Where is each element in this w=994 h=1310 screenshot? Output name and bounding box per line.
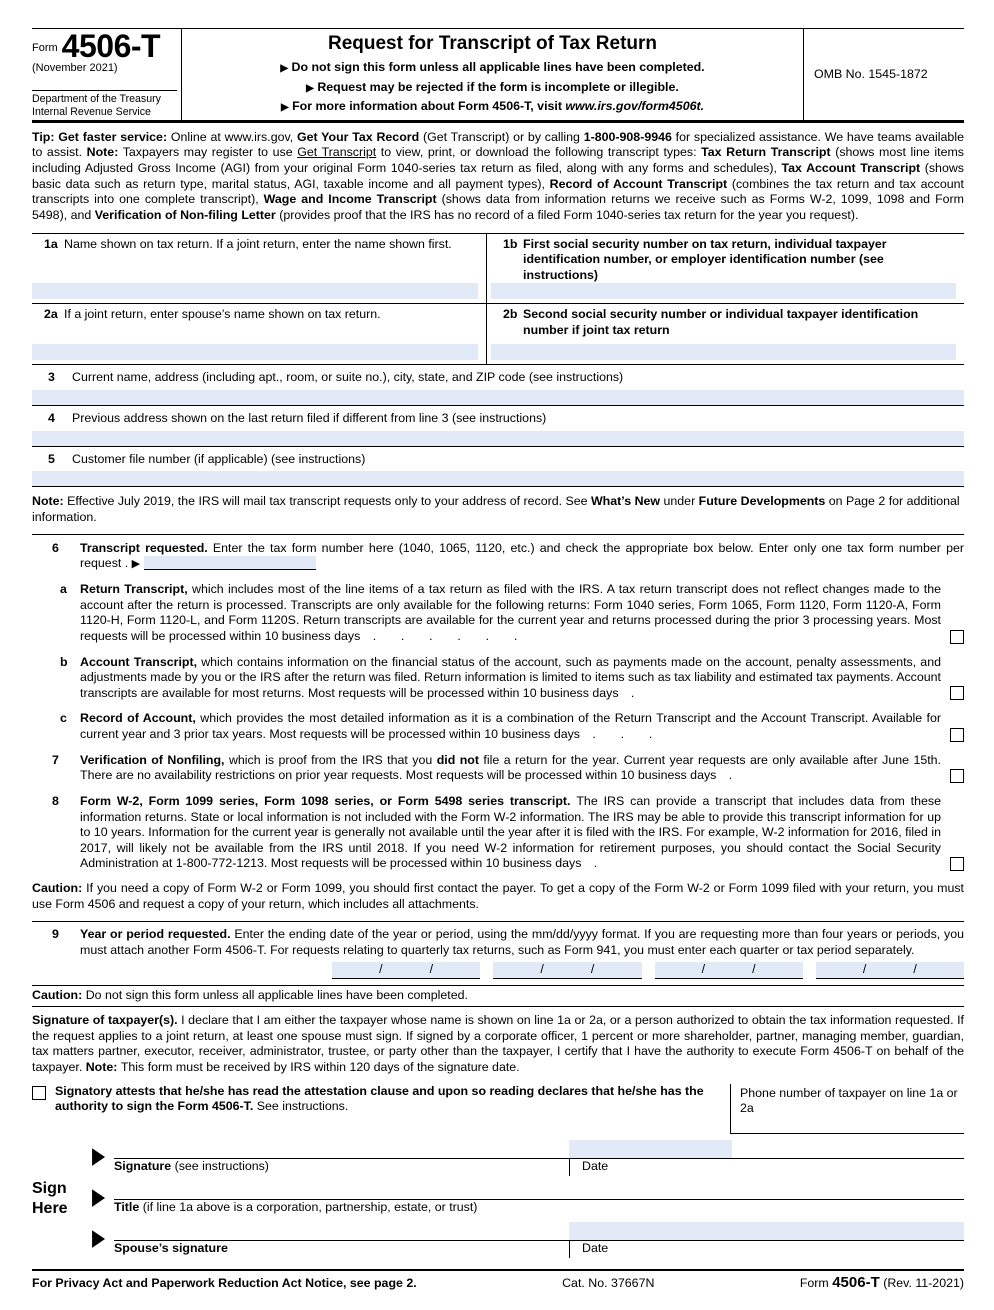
record-of-account-checkbox[interactable] (950, 728, 964, 742)
header-bullet-3-text: For more information about Form 4506-T, visit www.irs.gov/form4506t. (292, 99, 705, 114)
slash: / (913, 961, 917, 976)
footer-form-rev: (Rev. 11-2021) (883, 1275, 964, 1290)
form-header (32, 28, 964, 123)
title-label: Title (if line 1a above is a corporation, partnership, estate, or trust) (114, 1199, 478, 1214)
verification-of-nonfiling-checkbox[interactable] (950, 769, 964, 783)
line-8 (32, 794, 964, 872)
header-bullet-3 (190, 99, 795, 115)
taxpayer-name-field[interactable] (32, 283, 478, 299)
title-arrow-icon: ▶ (92, 1183, 106, 1210)
arrow-icon: ▶ (280, 102, 289, 114)
spouse-date-field[interactable] (569, 1222, 964, 1240)
form-title-block (182, 29, 804, 120)
sign-here-label (32, 1138, 94, 1261)
line-6c-text: Record of Account, which provides the most detailed information as it is a combination of the Return Transcript and the Account Transcript. Available for current year and 3 prior tax years. Most requests will be processed within 10 business days . . . (80, 711, 941, 742)
w2-caution: Caution: If you need a copy of Form W-2 or Form 1099, you should first contact the payer. To get a copy of the Form W-2 or Form 1099 filed with your return, you must use Form 4506 and request a copy of your return, which includes all attachments. (32, 881, 964, 911)
arrow-icon: ▶ (306, 82, 314, 94)
spouse-signature-label: Spouse’s signature (114, 1240, 228, 1255)
attestation-row (32, 1084, 964, 1134)
footer-form-id (800, 1274, 964, 1293)
line-6-number: 6 (52, 540, 59, 555)
line-2a-label: If a joint return, enter spouse’s name shown on tax return. (64, 307, 381, 322)
form-number: 4506-T (61, 28, 161, 64)
line-3 (32, 365, 964, 406)
form-id-block (32, 29, 182, 120)
line-5-number: 5 (48, 451, 55, 466)
year-period-field-3[interactable] (655, 962, 803, 979)
line-3-label: Current name, address (including apt., room, or suite no.), city, state, and ZIP code (see instructions) (72, 370, 624, 385)
customer-file-number-field[interactable] (32, 471, 964, 486)
line-5 (32, 447, 964, 488)
arrow-icon: ▶ (280, 62, 289, 74)
line-6-text (80, 541, 964, 572)
slash: / (701, 961, 706, 976)
omb-number: OMB No. 1545-1872 (814, 66, 928, 81)
slash: / (752, 961, 756, 976)
line-6c (32, 711, 964, 742)
signatory-attestation-checkbox[interactable] (32, 1086, 46, 1100)
line-8-number: 8 (52, 793, 59, 808)
signature-label: Signature (see instructions) (114, 1158, 269, 1173)
line-2a-cell (32, 304, 487, 364)
spouse-date-label: Date (569, 1241, 964, 1258)
divider (32, 534, 964, 535)
signature-rows (94, 1138, 964, 1261)
account-transcript-checkbox[interactable] (950, 686, 964, 700)
line-7-number: 7 (52, 752, 59, 767)
line-7 (32, 753, 964, 784)
line-1a-cell (32, 234, 487, 304)
line-3-number: 3 (48, 370, 55, 385)
title-row (94, 1179, 964, 1217)
table-row (32, 234, 964, 305)
line-6b (32, 655, 964, 702)
signature-statement: Signature of taxpayer(s). I declare that I am either the taxpayer whose name is shown on line 1a or 2a, or a person authorized to obtain the tax information requested. If the request applies to a joint return, at least one spouse must sign. If signed by a corporate officer, 1 percent or more shareholder, partner, managing member, guardian, tax matters partner, executor, receiver, administrator, trustee, or party other than the taxpayer, I certify that I have the authority to execute Form 4506-T on behalf of the taxpayer. Note: This form must be received by IRS within 120 days of the signature date. (32, 1013, 964, 1075)
first-ssn-field[interactable] (491, 283, 956, 299)
privacy-act-notice: For Privacy Act and Paperwork Reduction Act Notice, see page 2. (32, 1275, 417, 1290)
line-4-number: 4 (48, 411, 55, 426)
here-word: Here (32, 1200, 68, 1218)
signature-field[interactable] (114, 1138, 964, 1159)
header-bullet-1 (190, 60, 795, 76)
line-6b-text: Account Transcript, which contains information on the financial status of the account, such as payments made on the account, penalty assessments, and adjustments made by you or the IRS after the return was filed. Return information is limited to items such as tax liability and estimated tax payments. Account transcripts are available for most returns. Most requests will be processed within 10 business days . (80, 654, 941, 700)
year-period-field-1[interactable] (332, 962, 480, 979)
year-period-field-4[interactable] (816, 962, 964, 979)
previous-address-field[interactable] (32, 431, 964, 446)
name-ssn-table (32, 233, 964, 366)
line-6a-letter: a (60, 582, 67, 597)
form-revision: (November 2021) (32, 62, 118, 75)
line-6a (32, 582, 964, 645)
tax-form-number-field[interactable] (144, 556, 316, 570)
line-1a-number: 1a (44, 236, 58, 251)
return-transcript-checkbox[interactable] (950, 630, 964, 644)
line-6a-text: Return Transcript, which includes most of the line items of a tax return as filed with the IRS. A tax return transcript does not reflect changes made to the account after the return is processed. Transcripts are only available for the following returns: Form 1040 series, Form 1065, Form 1120, Form 1120-A, Form 1120-H, Form 1120-L, and Form 1120S. Return transcripts are available for the current year and returns processed during the prior 3 processing years. Most requests will be processed within 10 business days . . . . . . (80, 582, 941, 643)
signature-arrow-icon: ▶ (92, 1142, 106, 1169)
line-5-label: Customer file number (if applicable) (see instructions) (72, 451, 366, 466)
form-word: Form (32, 41, 58, 54)
line-8-text: Form W-2, Form 1099 series, Form 1098 series, or Form 5498 series transcript. The IRS can provide a transcript that includes data from these information returns. State or local information is not included with the Form W-2 information. The IRS may be able to provide this transcript information for up to 10 years. Information for the current year is generally not available until the year after it is filed with the IRS. For example, W-2 information for 2016, filed in 2017, will likely not be available from the IRS until 2018. If you need W-2 information for retirement purposes, you should contact the Social Security Administration at 1-800-772-1213. Most requests will be processed within 10 business days . (80, 793, 941, 871)
line-2b-label: Second social security number or individual taxpayer identification number if joint tax return (523, 307, 919, 338)
line-7-text: Verification of Nonfiling, which is proof from the IRS that you did not file a return for the year. Current year requests are only available after June 15th. There are no availability restrictions on prior year requests. Most requests will be processed within 10 business days . (80, 752, 942, 783)
slash: / (379, 961, 383, 976)
tip-paragraph: Tip: Get faster service: Online at www.irs.gov, Get Your Tax Record (Get Transcript) or by calling 1-800-908-9946 for specialized assistance. We have teams available to assist. Note: Taxpayers may register to use Get Transcript to view, print, or download the following transcript types: Tax Return Transcript (shows most line items including Adjusted Gross Income (AGI) from your original Form 1040-series tax return as filed, along with any forms and schedules), Tax Account Transcript (shows basic data such as return type, marital status, AGI, taxable income and all payment types), Record of Account Transcript (combines the tax return and tax account transcripts into one complete transcript), Wage and Income Transcript (shows data from information returns we receive such as Forms W-2, 1099, 1098 and Form 5498), and Verification of Non-filing Letter (provides proof that the IRS has no record of a filed Form 1040-series tax return for the year you request). (32, 129, 964, 222)
line-4 (32, 406, 964, 447)
phone-number-box[interactable] (730, 1084, 964, 1134)
line-1a-label: Name shown on tax return. If a joint return, enter the name shown first. (64, 236, 452, 251)
year-period-field-2[interactable] (493, 962, 641, 979)
line-9-text: Year or period requested. Enter the ending date of the year or period, using the mm/dd/yyyy format. If you are requesting more than four years or periods, you must attach another Form 4506-T. For requests relating to quarterly tax returns, such as Form 941, you must enter each quarter or tax period separately. (80, 927, 964, 957)
line-9-number: 9 (52, 927, 59, 942)
footer-form-word: Form (799, 1275, 829, 1290)
department-block (32, 90, 177, 117)
do-not-sign-caution: Caution: Do not sign this form unless all applicable lines have been completed. (32, 985, 964, 1008)
slash: / (590, 961, 595, 976)
address-of-record-note: Note: Effective July 2019, the IRS will mail tax transcript requests only to your address of record. See What’s New under Future Developments on Page 2 for additional information. (32, 494, 960, 524)
page-title: Request for Transcript of Tax Return (327, 33, 658, 54)
line-1b-cell (487, 234, 964, 304)
spouse-arrow-icon: ▶ (92, 1224, 106, 1251)
page-footer (32, 1269, 964, 1293)
line-1b-label: First social security number on tax return, individual taxpayer identification number, or employer identification number (see instructions) (523, 236, 887, 282)
second-ssn-field[interactable] (491, 344, 956, 360)
year-period-fields (332, 962, 964, 979)
dept-line2: Internal Revenue Service (32, 105, 151, 118)
line-9-section (32, 921, 964, 978)
slash: / (862, 961, 867, 976)
spouse-signature-row (94, 1220, 964, 1258)
signature-date-label: Date (569, 1159, 964, 1176)
sign-here-section (32, 1138, 964, 1261)
line-6b-letter: b (60, 654, 68, 669)
line-1b-number: 1b (503, 236, 518, 251)
line-2b-cell (487, 304, 964, 364)
header-bullet-2-text: Request may be rejected if the form is incomplete or illegible. (317, 79, 679, 94)
dept-line1: Department of the Treasury (32, 93, 161, 106)
line-4-label: Previous address shown on the last return filed if different from line 3 (see instructions) (72, 411, 547, 426)
phone-number-label: Phone number of taxpayer on line 1a or 2a (740, 1085, 958, 1116)
line-9 (32, 927, 964, 958)
w2-1099-series-checkbox[interactable] (950, 857, 964, 871)
spouse-signature-field[interactable] (114, 1220, 964, 1241)
signature-date-field[interactable] (569, 1140, 732, 1158)
attestation-block (32, 1084, 730, 1134)
table-row (32, 304, 964, 365)
line-2b-number: 2b (503, 307, 518, 322)
spouse-name-field[interactable] (32, 344, 478, 360)
line-2a-number: 2a (44, 307, 58, 322)
catalog-number: Cat. No. 37667N (562, 1275, 655, 1290)
title-field[interactable] (114, 1179, 964, 1200)
header-bullet-2 (190, 80, 795, 96)
line-6-instructions: Transcript requested. Enter the tax form number here (1040, 1065, 1120, etc.) and check the appropriate box below. Enter only one tax form number per request . (80, 540, 964, 571)
slash: / (429, 961, 434, 976)
line-6c-letter: c (60, 711, 67, 726)
line-6 (32, 541, 964, 572)
slash: / (540, 961, 544, 976)
footer-form-number: 4506-T (832, 1273, 880, 1291)
attestation-text: Signatory attests that he/she has read the attestation clause and upon so reading declares that he/she has the authority to sign the Form 4506-T. See instructions. (55, 1083, 704, 1114)
signature-row (94, 1138, 964, 1176)
current-address-field[interactable] (32, 390, 964, 405)
header-bullet-1-text: Do not sign this form unless all applicable lines have been completed. (291, 59, 705, 74)
arrow-icon: ▶ (131, 558, 141, 571)
sign-word: Sign (32, 1179, 67, 1197)
